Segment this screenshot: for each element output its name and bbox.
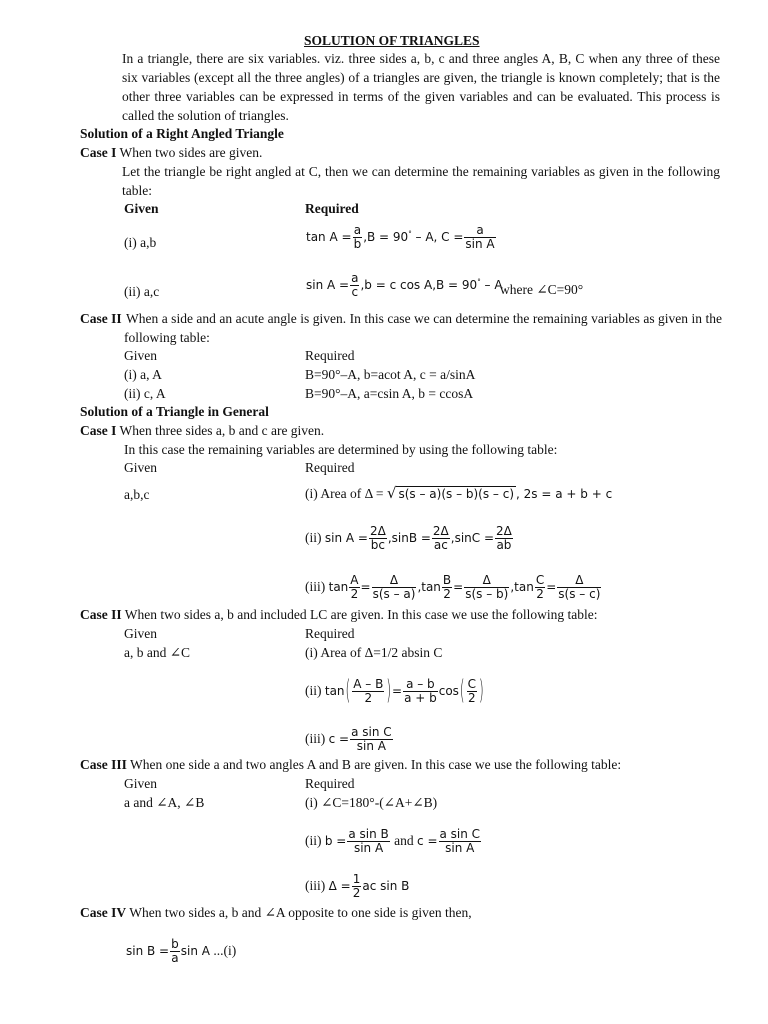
case-label: Case IV <box>80 905 127 920</box>
right-case1-row1-given: (i) a,b <box>124 235 157 250</box>
item-number: (iii) <box>305 579 326 594</box>
case-label: Case II <box>80 607 122 622</box>
right-case2-row2-required: B=90°–A, a=csin A, b = ccosA <box>305 386 474 401</box>
right-case2-line <box>80 309 122 328</box>
general-case1-area-formula: (i) Area of Δ = √ s(s – a)(s – b)(s – c) , 2s = a + b + c <box>305 484 613 502</box>
section-heading-general-triangle: Solution of a Triangle in General <box>80 404 269 419</box>
right-case2-row1-given: (i) a, A <box>124 367 162 382</box>
right-case1-line <box>80 143 262 162</box>
case-text: When two sides a, b and ∠A opposite to one side is given then, <box>129 905 472 920</box>
general-case2-tangent-formula: (ii) tan( $\frac{A - B}{2}$ )= $\frac{a - b}{a + b}$ cos( $\frac{C}{2}$ ) <box>305 675 484 706</box>
general-case4-sine-rule: sin B = $\frac{b}{a}$ sin A ...(i) <box>126 937 237 965</box>
conjunction: and <box>394 833 414 848</box>
equation-reference: ...(i) <box>213 943 237 958</box>
general-case2-line <box>80 605 598 624</box>
case-text: When three sides a, b and c are given. <box>119 423 325 438</box>
general-case2-given-head: Given <box>124 626 157 641</box>
general-case2-cosine-formula: (iii) c = $\frac{\text{a sin C}}{\text{sin A}}$ <box>305 725 392 753</box>
case-text: When two sides are given. <box>119 145 263 160</box>
item-number: (iii) <box>305 878 326 893</box>
general-case1-half-angle-formula: (iii) tan $\frac{A}{2}$ = $\frac{\Delta}{s(s - a)}$ ,tan $\frac{B}{2}$ = $\frac{\Delta}{s(s - b)}$ ,tan $\frac{C}{2}$ = $\frac{\Delta}{s(s - c)}$ <box>305 573 601 601</box>
case-text: When one side a and two angles A and B are given. In this case we use the following table: <box>130 757 622 772</box>
case-label: Case I <box>80 423 117 438</box>
general-case3-area-formula: (iii) Δ = $\frac{1}{2}$ ac sin B <box>305 872 410 900</box>
right-case1-row2-formula: sin A = $\frac{a}{c}$ ,b = c cos A,B = 90° – A <box>306 271 503 299</box>
right-case1-given-head: Given <box>124 201 159 216</box>
right-case1-row2-given: (ii) a,c <box>124 284 160 299</box>
right-case2-given-head: Given <box>124 348 157 363</box>
general-case4-line <box>80 903 472 922</box>
area-label: (i) Area of Δ = <box>305 486 384 501</box>
general-case1-given: a,b,c <box>124 487 150 502</box>
item-number: (ii) <box>305 530 322 545</box>
right-case1-row1-formula: tan A = $\frac{a}{b}$ ,B = 90° – A, C = $\frac{a}{\text{sin A}}$ <box>306 223 495 251</box>
general-case3-given: a and ∠A, ∠B <box>124 795 205 810</box>
general-case2-given: a, b and ∠C <box>124 645 191 660</box>
general-case1-required-head: Required <box>305 460 355 475</box>
general-case1-line <box>80 421 324 440</box>
section-heading-right-triangle: Solution of a Right Angled Triangle <box>80 126 284 141</box>
right-angle-note: where ∠C=90° <box>500 282 584 297</box>
general-case3-angle-sum: (i) ∠C=180°-(∠A+∠B) <box>305 795 438 810</box>
right-case2-row1-required: B=90°–A, b=acot A, c = a/sinA <box>305 367 476 382</box>
general-case1-desc: In this case the remaining variables are determined by using the following table: <box>124 442 558 457</box>
item-number: (iii) <box>305 731 326 746</box>
case-text: When two sides a, b and included LC are given. In this case we use the following table: <box>124 607 598 622</box>
case-label: Case I <box>80 145 117 160</box>
right-case1-required-head: Required <box>305 201 359 216</box>
general-case1-sine-formula: (ii) sin A = $\frac{2\Delta}{bc}$ ,sinB = $\frac{2\Delta}{ac}$ ,sinC = $\frac{2\Delta}{ab}$ <box>305 524 512 552</box>
general-case2-area: (i) Area of Δ=1/2 absin C <box>305 645 443 660</box>
general-case2-required-head: Required <box>305 626 355 641</box>
item-number: (ii) <box>305 833 322 848</box>
right-case2-text <box>124 309 722 347</box>
general-case3-given-head: Given <box>124 776 157 791</box>
general-case3-required-head: Required <box>305 776 355 791</box>
general-case3-sine-rule: (ii) b = $\frac{\text{a sin B}}{\text{sin A}}$ and c = $\frac{\text{a sin C}}{\text{sin A}}$ <box>305 827 481 855</box>
page-title: SOLUTION OF TRIANGLES <box>304 33 480 48</box>
right-case2-row2-given: (ii) c, A <box>124 386 166 401</box>
right-case1-desc: Let the triangle be right angled at C, then we can determine the remaining variables as given in the following table: <box>122 164 720 198</box>
general-case1-given-head: Given <box>124 460 157 475</box>
case-text: When a side and an acute angle is given. In this case we can determine the remaining variables as given in the following table: <box>124 311 722 345</box>
right-case2-required-head: Required <box>305 348 355 363</box>
general-case3-line <box>80 755 621 774</box>
item-number: (ii) <box>305 683 322 698</box>
intro-paragraph: In a triangle, there are six variables. viz. three sides a, b, c and three angles A, B, C when any three of these six variables (except all the three angles) of a triangles are given, the triangle is known completely; that is the other three variables can be expressed in terms of the given variables and can be evaluated. This process is called the solution of triangles. <box>122 51 720 123</box>
case-label: Case II <box>80 311 122 326</box>
case-label: Case III <box>80 757 127 772</box>
